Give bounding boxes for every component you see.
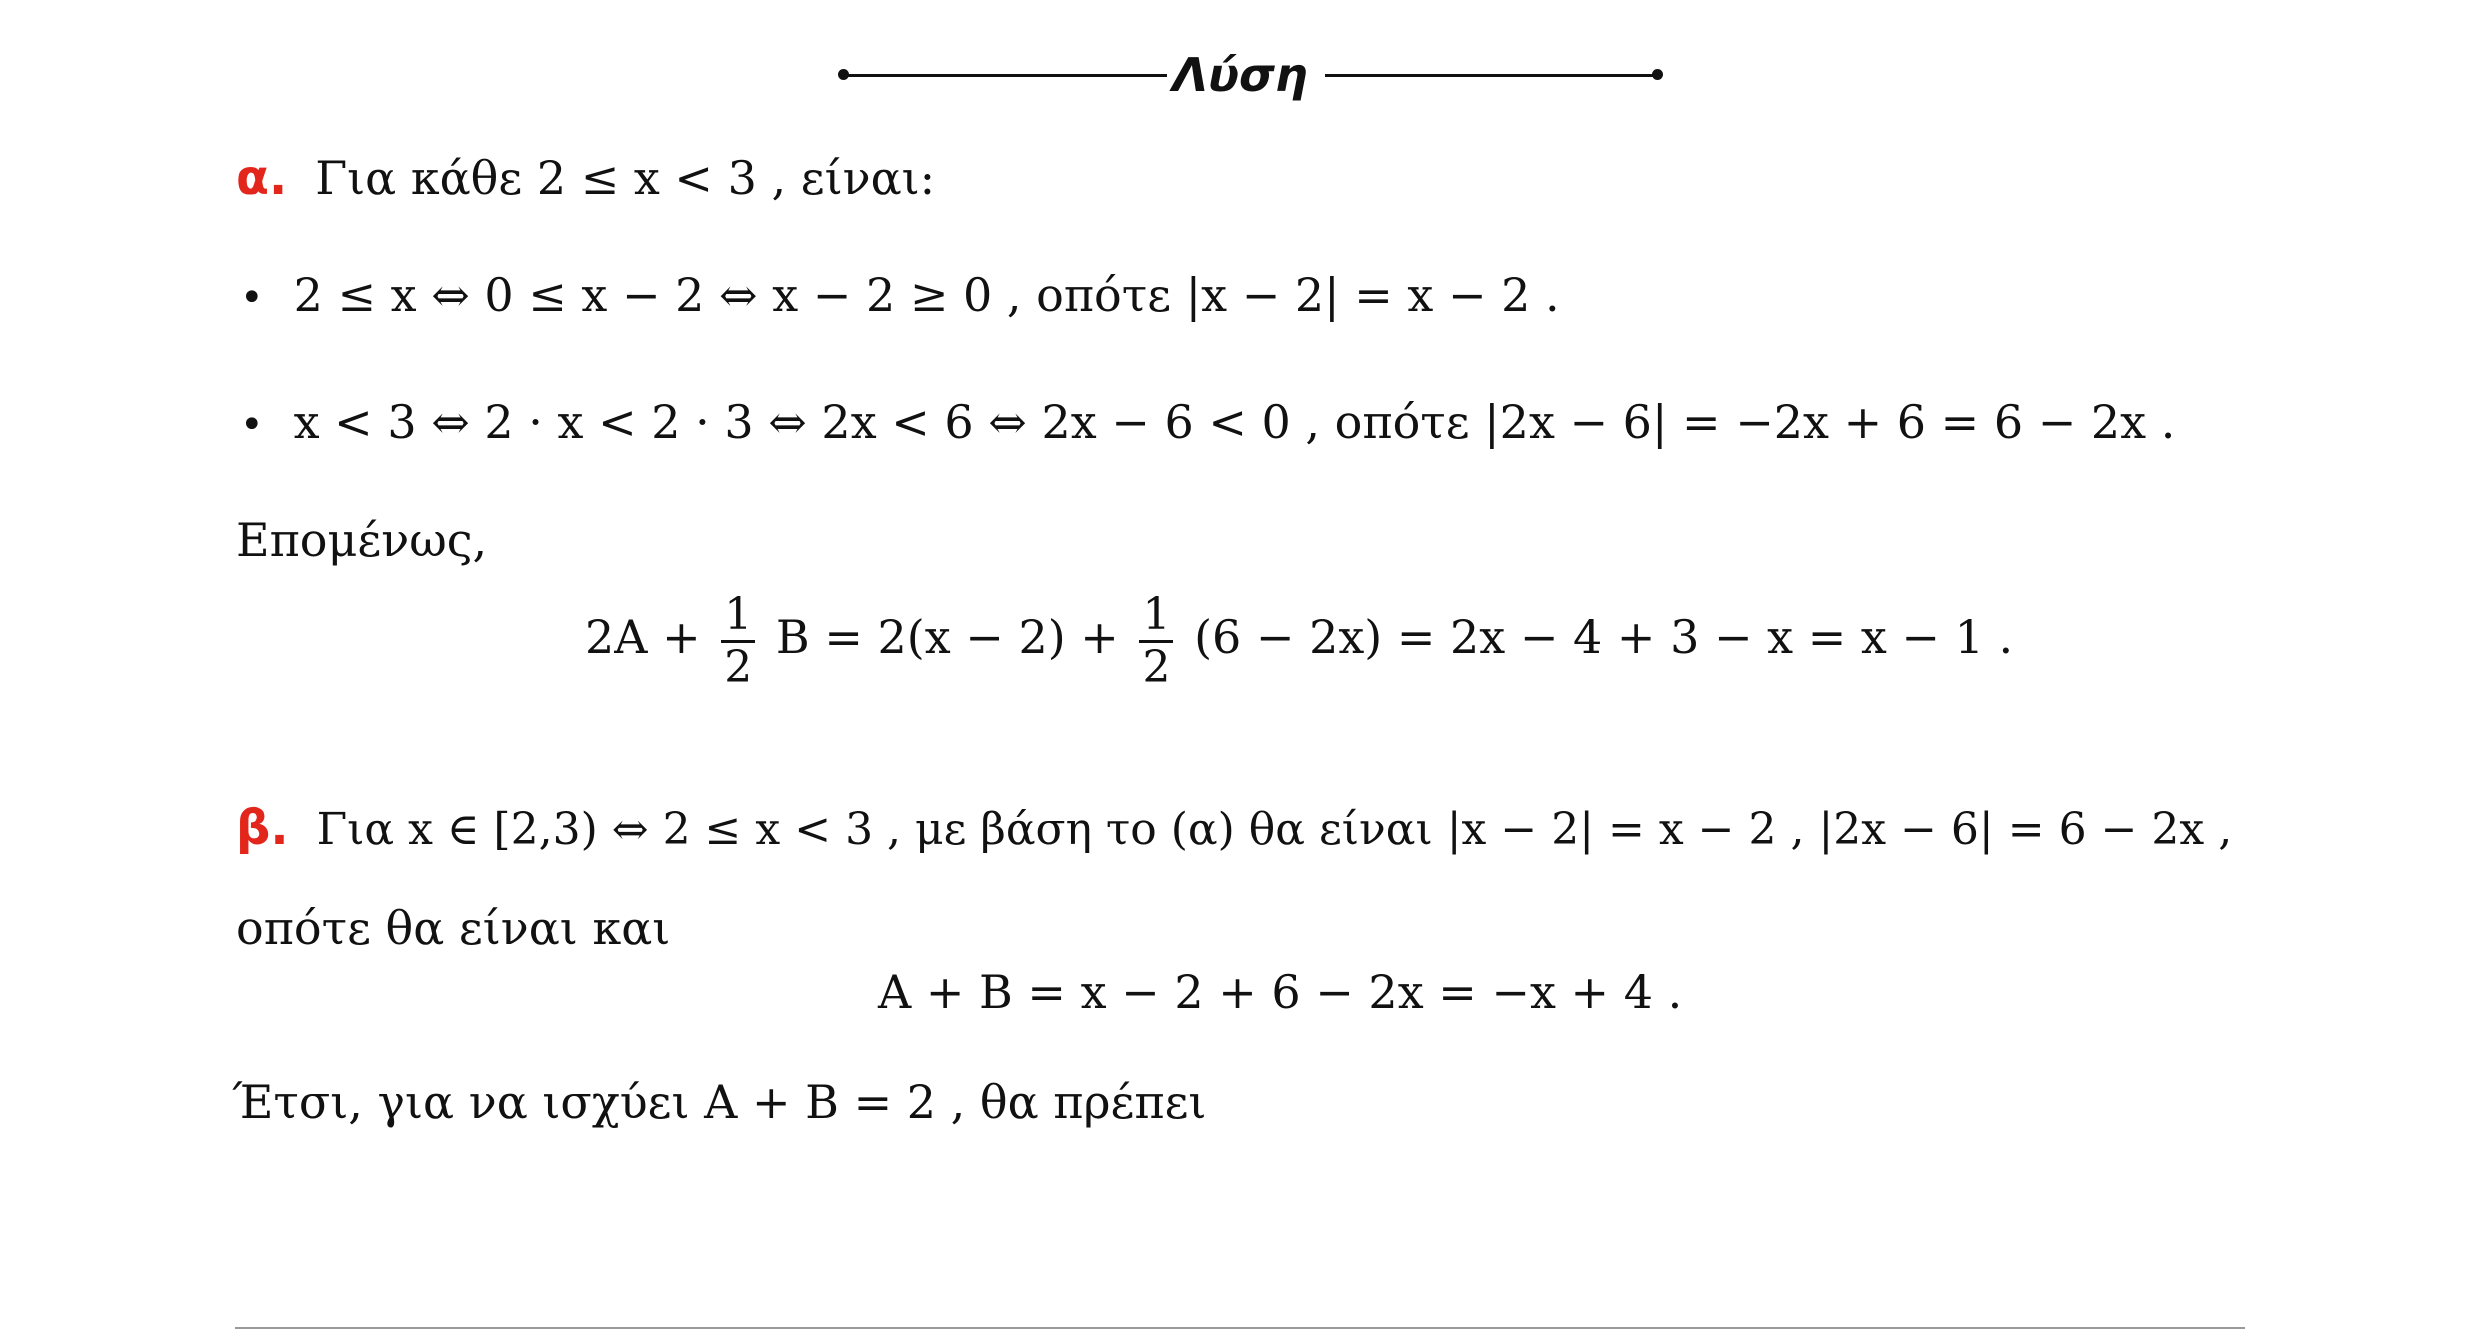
part-a-bullet-1: 2 ≤ x ⇔ 0 ≤ x − 2 ⇔ x − 2 ≥ 0 , οπότε |x − 2| = x − 2 . [293,268,1560,322]
fraction-denominator: 2 [724,641,753,693]
fraction-denominator-2: 2 [1142,641,1171,693]
part-b-text-1: Για x ∈ [2,3) ⇔ 2 ≤ x < 3 , με βάση το (α) θα είναι |x − 2| = x − 2 , |2x − 6| = 6 − 2x , [316,804,2233,855]
part-b-label: β. [236,800,289,856]
part-a-intro-line [236,148,935,208]
page-bottom-rule [235,1327,2245,1329]
heading-right-rule [1325,74,1657,77]
bullet-dot-2: • [240,402,264,448]
part-a-intro: Για κάθε 2 ≤ x < 3 , είναι: [315,151,936,205]
heading-left-rule [842,74,1167,77]
bullet-dot-1: • [240,275,264,321]
equation-seg-2: B = 2(x − 2) + [775,610,1119,664]
part-a-bullet-2-line [240,392,2175,455]
fraction-one-half-2 [1139,590,1173,693]
part-a-therefore: Επομένως, [236,513,488,567]
part-b-line-1 [236,798,2232,860]
equation-seg-3: (6 − 2x) = 2x − 4 + 3 − x = x − 1 . [1194,610,2014,664]
part-b-line-3: Έτσι, για να ισχύει A + B = 2 , θα πρέπει [232,1075,1207,1129]
part-b-equation: A + B = x − 2 + 6 − 2x = −x + 4 . [878,965,1683,1019]
part-a-equation [585,582,2013,693]
fraction-numerator: 1 [724,588,753,640]
part-a-label: α. [236,150,288,206]
part-a-bullet-1-line [240,265,1560,328]
part-a-bullet-2: x < 3 ⇔ 2 · x < 2 · 3 ⇔ 2x < 6 ⇔ 2x − 6 < 0 , οπότε |2x − 6| = −2x + 6 = 6 − 2x . [293,395,2176,449]
fraction-one-half [721,590,755,693]
equation-seg-1: 2A + [585,610,701,664]
heading-right-dot [1652,69,1663,80]
fraction-numerator-2: 1 [1142,588,1171,640]
solution-heading [0,40,2480,112]
part-b-line-2: οπότε θα είναι και [236,901,671,955]
heading-title: Λύση [1172,48,1308,102]
